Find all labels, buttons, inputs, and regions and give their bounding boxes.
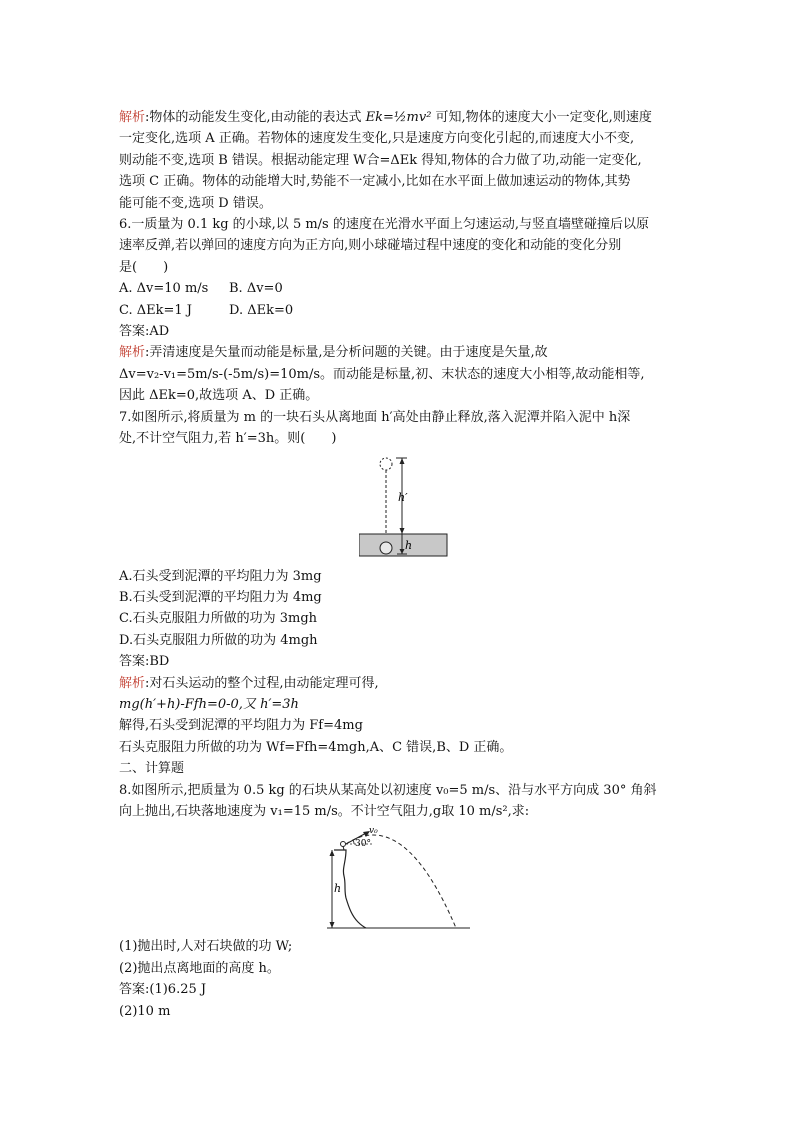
q6-answer: 答案:AD <box>119 324 170 340</box>
q6-option-b: B. Δv=0 <box>229 281 283 297</box>
q7-option-c: C.石头克服阻力所做的功为 3mgh <box>119 611 318 627</box>
q8-answer-2: (2)10 m <box>119 1003 171 1019</box>
final-stone-position <box>380 542 392 554</box>
q7-option-d: D.石头克服阻力所做的功为 4mgh <box>119 632 318 648</box>
q6-explanation-line-2: Δv=v₂-v₁=5m/s-(-5m/s)=10m/s。而动能是标量,初、末状态的速度大小相等,故动能相等, <box>119 366 645 382</box>
q8-stem-line-2: 向上抛出,石块落地速度为 v₁=15 m/s。不计空气阻力,g取 10 m/s²,求: <box>119 803 530 819</box>
q8-answer-1: 答案:(1)6.25 J <box>119 982 207 998</box>
q5-explanation-line-2: 一定变化,选项 A 正确。若物体的速度发生变化,只是速度方向变化引起的,而速度大小不变, <box>119 131 635 147</box>
h-prime-label: h′ <box>398 490 408 504</box>
q7-explanation-line-2: mg(h′+h)-Ffh=0-0,又 h′=3h <box>119 696 299 712</box>
v0-label: v₀ <box>369 826 378 837</box>
explanation-label: 解析 <box>119 675 146 691</box>
q8-part-1: (1)抛出时,人对石块做的功 W; <box>119 939 293 955</box>
q8-figure-projectile <box>324 824 679 936</box>
section-title-calculation: 二、计算题 <box>119 761 185 777</box>
q7-option-a: A.石头受到泥潭的平均阻力为 3mg <box>119 568 322 584</box>
angle-label: 30° <box>355 839 371 850</box>
q6-stem-line-1: 6.一质量为 0.1 kg 的小球,以 5 m/s 的速度在光滑水平面上匀速运动,与竖直墙壁碰撞后以原 <box>119 217 649 233</box>
height-label: h <box>334 882 342 896</box>
q6-stem-line-3: 是( ) <box>119 259 169 275</box>
q8-part-2: (2)抛出点离地面的高度 h。 <box>119 960 280 976</box>
q6-option-a: A. Δv=10 m/s <box>119 281 209 297</box>
q7-explanation-line-3: 解得,石头受到泥潭的平均阻力为 Ff=4mg <box>119 718 363 734</box>
q6-option-c: C. ΔEk=1 J <box>119 302 193 318</box>
q7-explanation-line-1: 解析:对石头运动的整个过程,由动能定理可得, <box>119 675 379 691</box>
q6-explanation-line-3: 因此 ΔEk=0,故选项 A、D 正确。 <box>119 388 319 404</box>
q6-explanation-line-1: 解析:弄清速度是矢量而动能是标量,是分析问题的关键。由于速度是矢量,故 <box>119 345 548 361</box>
h-label: h <box>405 538 413 552</box>
mud-pond <box>359 534 447 556</box>
q6-options-row-2 <box>119 300 679 321</box>
q7-stem-line-1: 7.如图所示,将质量为 m 的一块石头从离地面 h′高处由静止释放,落入泥潭并陷入泥中 h深 <box>119 409 631 425</box>
q7-explanation-line-4: 石头克服阻力所做的功为 Wf=Ffh=4mgh,A、C 错误,B、D 正确。 <box>119 739 513 755</box>
kinetic-energy-formula: Ek=½mv² <box>365 110 432 125</box>
q5-explanation-line-4: 选项 C 正确。物体的动能增大时,势能不一定减小,比如在水平面上做加速运动的物体,其势 <box>119 174 631 190</box>
thrower-icon <box>341 842 346 847</box>
q6-options-row-1 <box>119 278 679 299</box>
q5-explanation-line-5: 能可能不变,选项 D 错误。 <box>119 195 272 211</box>
q6-option-d: D. ΔEk=0 <box>229 302 294 318</box>
document-page <box>119 107 679 1022</box>
explanation-label: 解析 <box>119 110 146 125</box>
projectile-diagram <box>324 824 474 936</box>
q5-explanation-line-1: 解析:物体的动能发生变化,由动能的表达式 Ek=½mv² 可知,物体的速度大小一定变化,则速度 <box>119 110 652 125</box>
q7-option-b: B.石头受到泥潭的平均阻力为 4mg <box>119 589 322 605</box>
q7-stem-line-2: 处,不计空气阻力,若 h′=3h。则( ) <box>119 431 337 447</box>
q7-answer: 答案:BD <box>119 654 170 670</box>
q6-stem-line-2: 速率反弹,若以弹回的速度方向为正方向,则小球碰墙过程中速度的变化和动能的变化分别 <box>119 238 622 254</box>
falling-stone-diagram <box>359 454 449 564</box>
initial-stone-position <box>380 458 392 470</box>
explanation-label: 解析 <box>119 345 146 361</box>
q7-figure-falling-stone <box>359 454 679 564</box>
q8-stem-line-1: 8.如图所示,把质量为 0.5 kg 的石块从某高处以初速度 v₀=5 m/s、沿与水平方向成 30° 角斜 <box>119 782 657 798</box>
q5-explanation-line-3: 则动能不变,选项 B 错误。根据动能定理 W合=ΔEk 得知,物体的合力做了功,动能一定变化, <box>119 152 642 168</box>
